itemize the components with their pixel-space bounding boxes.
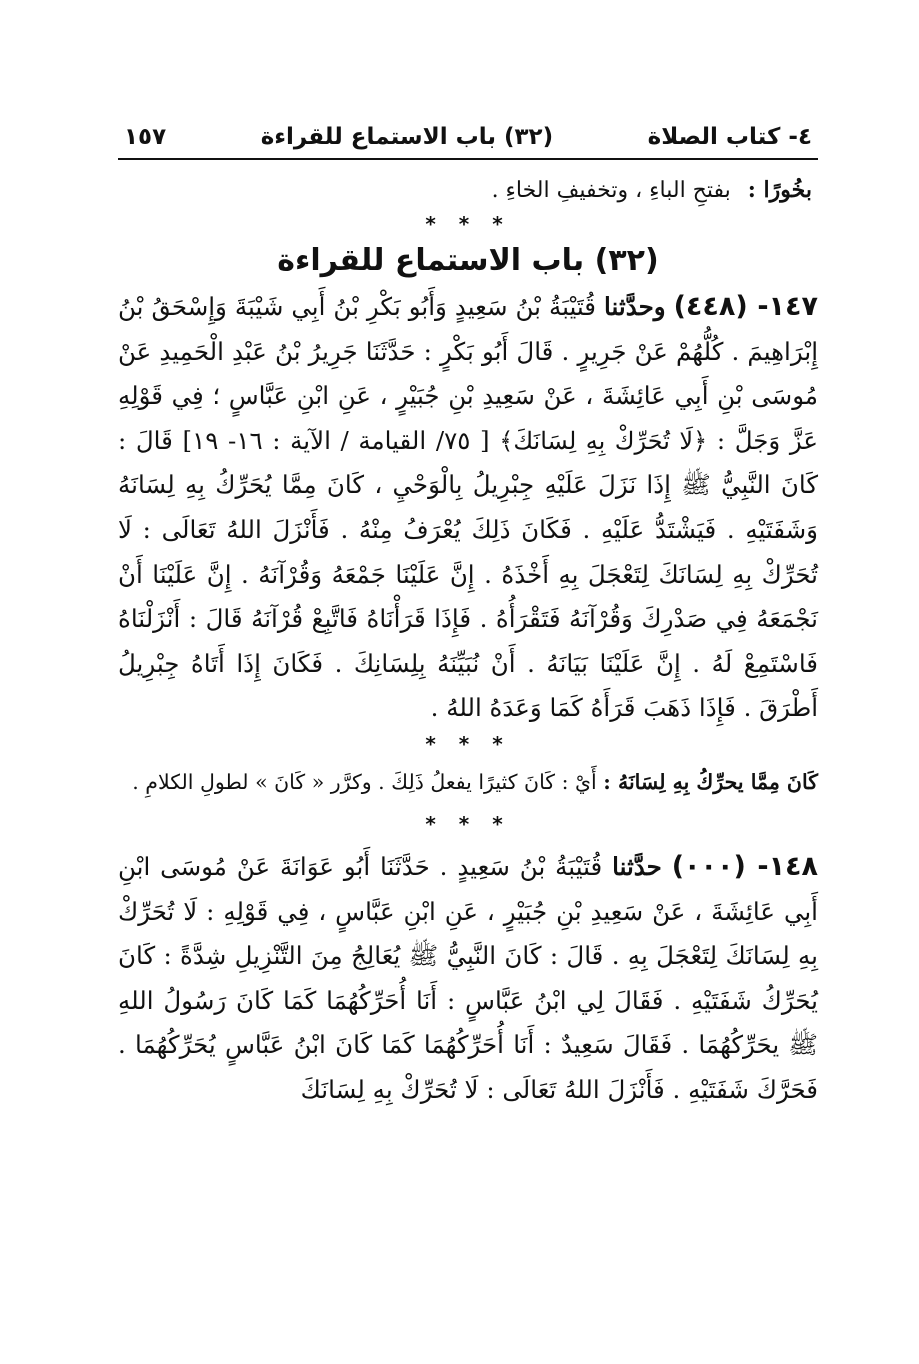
header-rule (118, 158, 818, 160)
hadith-lead: وحدَّثنا (604, 292, 666, 321)
chapter-running-title: (٣٢) باب الاستماع للقراءة (260, 124, 554, 150)
spacer (118, 837, 818, 845)
gloss-term: بخُورًا : (747, 177, 812, 203)
note-term: كَانَ مِمَّا يحرِّكُ بِهِ لِسَانَهُ : (603, 769, 818, 794)
hadith-text: قَالَ : كَانَ النَّبِيُّ ﷺ إِذَا نَزَلَ عَلَيْهِ جِبْرِيلُ بِالْوَحْيِ ، كَانَ مِمَّا يُحَرِّكُ بِهِ لِسَانَهُ وَشَفَتَيْهِ . فَيَشْتَدُّ عَلَيْهِ . فَكَانَ ذَلِكَ يُعْرَفُ مِنْهُ . فَأَنْزَلَ اللهُ تَعَالَى : لَا تُحَرِّكْ بِهِ لِسَانَكَ لِتَعْجَلَ بِهِ أَخْذَهُ . إِنَّ عَلَيْنَا جَمْعَهُ وَقُرْآنَهُ . إِنَّ عَلَيْنَا أَنْ نَجْمَعَهُ فِي صَدْرِكَ وَقُرْآنَهُ فَتَقْرَأُهُ . فَإِذَا قَرَأْنَاهُ فَاتَّبِعْ قُرْآنَهُ قَالَ : أَنْزَلْنَاهُ فَاسْتَمِعْ لَهُ . إِنَّ عَلَيْنَا بَيَانَهُ . أَنْ نُبَيِّنَهُ بِلِسَانِكَ . فَكَانَ إِذَا أَتَاهُ جِبْرِيلُ أَطْرَقَ . فَإِذَا ذَهَبَ قَرَأَهُ كَمَا وَعَدَهُ اللهُ . (118, 425, 818, 723)
running-header (118, 118, 818, 156)
book-page (118, 118, 818, 1113)
page-number: ١٥٧ (124, 124, 167, 150)
hadith-number: ١٤٨- (٠٠٠) (671, 850, 819, 882)
book-title: ٤- كتاب الصلاة (647, 124, 812, 150)
verse-citation: [ ٧٥/ القيامة / الآية : ١٦- ١٩] (182, 425, 490, 455)
spacer (118, 803, 818, 811)
quran-verse: ﴿لَا تُحَرِّكْ بِهِ لِسَانَكَ﴾ (499, 426, 708, 455)
hadith-147 (118, 285, 818, 731)
chapter-heading: (٣٢) باب الاستماع للقراءة (277, 243, 659, 278)
gloss-text: بفتحِ الباءِ ، وتخفيفِ الخاءِ . (491, 178, 731, 203)
note-text: أَيْ : كَانَ كثيرًا يفعلُ ذَلِكَ . وكرَّر « كَانَ » لطولِ الكلامِ . (132, 769, 597, 794)
section-separator: * * * (425, 811, 511, 836)
section-separator: * * * (425, 212, 511, 236)
section-separator: * * * (425, 731, 511, 756)
hadith-text: قُتَيْبَةُ بْنُ سَعِيدٍ وَأَبُو بَكْرِ بْنُ أَبِي شَيْبَةَ وَإِسْحَقُ بْنُ إِبْرَاهِيمَ . كُلُّهُمْ عَنْ جَرِيرٍ . قَالَ أَبُو بَكْرٍ : حَدَّثَنَا جَرِيرُ بْنُ عَبْدِ الْحَمِيدِ عَنْ مُوسَى بْنِ أَبِي عَائِشَةَ ، عَنْ سَعِيدِ بْنِ جُبَيْرٍ ، عَنِ ابْنِ عَبَّاسٍ ؛ فِي قَوْلِهِ عَزَّ وَجَلَّ : (118, 292, 819, 455)
top-gloss (118, 170, 818, 211)
commentary-note (118, 761, 818, 803)
hadith-148 (118, 845, 818, 1113)
hadith-text: قُتَيْبَةُ بْنُ سَعِيدٍ . حَدَّثَنَا أَبُو عَوَانَةَ عَنْ مُوسَى ابْنِ أَبِي عَائِشَةَ ، عَنْ سَعِيدِ بْنِ جُبَيْرٍ ، عَنِ ابْنِ عَبَّاسٍ ، فِي قَوْلِهِ : لَا تُحَرِّكْ بِهِ لِسَانَكَ لِتَعْجَلَ بِهِ . قَالَ : كَانَ النَّبِيُّ ﷺ يُعَالِجُ مِنَ التَّنْزِيلِ شِدَّةً : كَانَ يُحَرِّكُ شَفَتَيْهِ . فَقَالَ لِي ابْنُ عَبَّاسٍ : أَنَا أُحَرِّكُهُمَا كَمَا كَانَ رَسُولُ اللهِ ﷺ يحَرِّكُهُمَا . فَقَالَ سَعِيدٌ : أَنَا أُحَرِّكُهُمَا كَمَا كَانَ ابْنُ عَبَّاسٍ يُحَرِّكُهُمَا . فَحَرَّكَ شَفَتَيْهِ . فَأَنْزَلَ اللهُ تَعَالَى : لَا تُحَرِّكْ بِهِ لِسَانَكَ (118, 851, 818, 1104)
hadith-lead: حدَّثنا (612, 851, 662, 881)
hadith-number: ١٤٧- (٤٤٨) (673, 291, 818, 322)
